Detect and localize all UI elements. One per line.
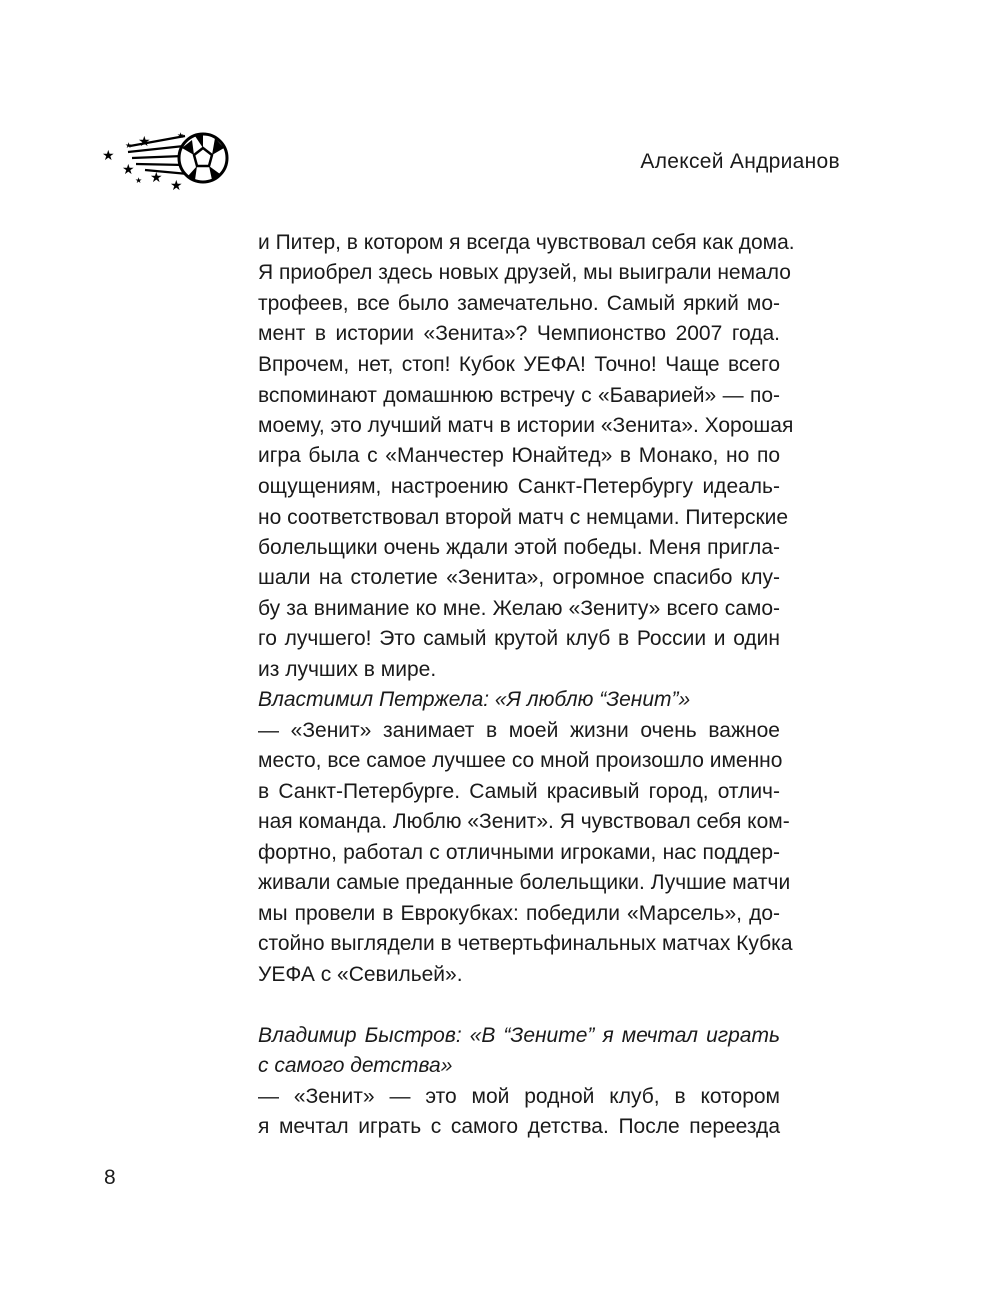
- section-heading: Властимил Петржела: «Я люблю “Зенит”»: [258, 688, 691, 711]
- text-line: — «Зенит» — это мой родной клуб, в котором: [258, 1085, 780, 1108]
- text-line: — «Зенит» занимает в моей жизни очень важное: [258, 719, 780, 742]
- text-line: моему, это лучший матч в истории «Зенита». Хорошая: [258, 414, 794, 437]
- svg-text:★: ★: [122, 162, 135, 178]
- text-line: из лучших в мире.: [258, 658, 437, 681]
- svg-text:★: ★: [102, 148, 115, 164]
- text-line: мы провели в Еврокубках: победили «Марсель», до-: [258, 902, 780, 925]
- text-line: в Санкт-Петербурге. Самый красивый город, отлич-: [258, 780, 780, 803]
- text-line: ная команда. Люблю «Зенит». Я чувствовал себя ком-: [258, 810, 790, 833]
- text-line: го лучшего! Это самый крутой клуб в России и один: [258, 627, 780, 650]
- text-line: трофеев, все было замечательно. Самый яркий мо-: [258, 292, 780, 315]
- text-line: мент в истории «Зенита»? Чемпионство 2007 года.: [258, 322, 780, 345]
- svg-text:★: ★: [150, 170, 163, 186]
- text-line: но соответствовал второй матч с немцами. Питерские: [258, 506, 789, 529]
- text-line: стойно выглядели в четвертьфинальных матчах Кубка: [258, 932, 793, 955]
- svg-text:★: ★: [170, 178, 183, 193]
- svg-text:★: ★: [177, 131, 185, 140]
- running-header-author: Алексей Андрианов: [640, 150, 840, 173]
- text-line: место, все самое лучшее со мной произошло именно: [258, 749, 783, 772]
- soccer-ball-with-stars-icon: [100, 118, 230, 193]
- text-line: УЕФА с «Севильей».: [258, 963, 463, 986]
- text-line: болельщики очень ждали этой победы. Меня пригла-: [258, 536, 780, 559]
- section-heading: Владимир Быстров: «В “Зените” я мечтал играть: [258, 1024, 780, 1047]
- section-heading: с самого детства»: [258, 1054, 453, 1077]
- text-line: Я приобрел здесь новых друзей, мы выиграли немало: [258, 261, 791, 284]
- text-line: Впрочем, нет, стоп! Кубок УЕФА! Точно! Чаще всего: [258, 353, 780, 376]
- text-line: бу за внимание ко мне. Желаю «Зениту» всего само-: [258, 597, 780, 620]
- text-line: ощущениям, настроению Санкт-Петербургу идеаль-: [258, 475, 780, 498]
- text-line: игра была с «Манчестер Юнайтед» в Монако, но по: [258, 444, 780, 467]
- text-line: шали на столетие «Зенита», огромное спасибо клу-: [258, 566, 780, 589]
- text-line: живали самые преданные болельщики. Лучшие матчи: [258, 871, 791, 894]
- text-line: фортно, работал с отличными игроками, нас поддер-: [258, 841, 780, 864]
- text-line: я мечтал играть с самого детства. После переезда: [258, 1115, 780, 1138]
- text-line: вспоминают домашнюю встречу с «Баварией» — по-: [258, 384, 780, 407]
- text-line: и Питер, в котором я всегда чувствовал себя как дома.: [258, 231, 795, 254]
- svg-text:★: ★: [125, 141, 133, 150]
- svg-text:★: ★: [135, 176, 143, 185]
- svg-text:★: ★: [138, 134, 151, 150]
- page-number: 8: [104, 1166, 116, 1189]
